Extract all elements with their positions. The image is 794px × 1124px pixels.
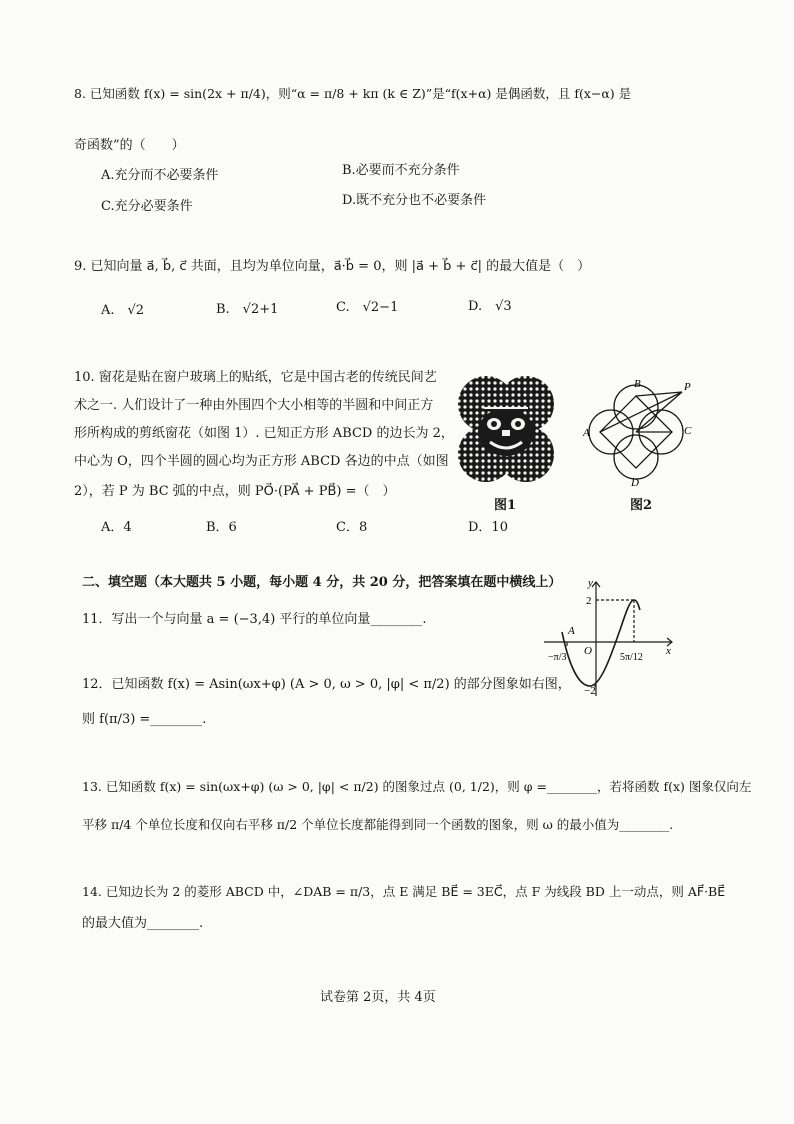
q9-option-c: C. √2−1 xyxy=(336,300,399,315)
q10-option-b: B．6 xyxy=(206,520,237,535)
q8-option-a: A.充分而不必要条件 xyxy=(101,168,219,183)
q9-stem: 9. 已知向量 a⃗, b⃗, c⃗ 共面，且均为单位向量，a⃗·b⃗ = 0，则 |a⃗ + b⃗ + c⃗| 的最大值是（ ） xyxy=(74,259,591,274)
q10-option-d: D．10 xyxy=(468,520,508,535)
figure1-caption: 图1 xyxy=(494,498,517,513)
paper-cut-figure xyxy=(444,374,568,486)
q10-line-3: 形所构成的剪纸窗花（如图 1）. 已知正方形 ABCD 的边长为 2， xyxy=(74,426,454,441)
sine-curve xyxy=(562,600,640,686)
q10-line-4: 中心为 O，四个半圆的圆心均为正方形 ABCD 各边的中点（如图 xyxy=(74,454,449,469)
semicircle-left xyxy=(589,410,633,454)
label-d: D xyxy=(631,477,639,489)
section-fill-in-title: 二、填空题（本大题共 5 小题，每小题 4 分，共 20 分，把答案填在题中横线上） xyxy=(82,575,562,590)
page-footer: 试卷第 2页，共 4页 xyxy=(320,990,436,1005)
label-a: A xyxy=(583,427,590,439)
graph-y-min-label: −2 xyxy=(584,685,596,697)
q13-stem-2: 平移 π/4 个单位长度和仅向右平移 π/2 个单位长度都能得到同一个函数的图象，则 ω 的最小值为________. xyxy=(82,817,674,832)
q8-option-d: D.既不充分也不必要条件 xyxy=(342,193,487,208)
q8-option-c: C.充分必要条件 xyxy=(101,199,193,214)
q10-line-5: 2），若 P 为 BC 弧的中点，则 PO⃗·(PA⃗ + PB⃗) =（ ） xyxy=(74,484,396,499)
q12-stem-2: 则 f(π/3) =________. xyxy=(82,712,207,727)
graph-x-left-label: −π/3 xyxy=(548,652,567,663)
q14-stem: 14. 已知边长为 2 的菱形 ABCD 中，∠DAB = π/3，点 E 满足 BE⃗ = 3EC⃗，点 F 为线段 BD 上一动点，则 AF⃗·BE⃗ xyxy=(82,884,726,899)
q12-stem: 12．已知函数 f(x) = Asin(ωx+φ) (A > 0, ω > 0, |φ| < π/2) 的部分图象如右图， xyxy=(82,677,571,692)
q14-stem-2: 的最大值为________. xyxy=(82,916,204,931)
label-p: P xyxy=(684,381,691,393)
graph-x-label: x xyxy=(666,645,671,657)
q11-stem: 11．写出一个与向量 a = (−3,4) 平行的单位向量________. xyxy=(82,612,427,627)
q10-option-c: C．8 xyxy=(336,520,368,535)
q9-option-a: A. √2 xyxy=(101,303,145,318)
graph-origin-label: O xyxy=(584,645,592,657)
graph-y-label: y xyxy=(588,577,593,589)
q8-stem-line2: 奇函数”的（ ） xyxy=(74,138,185,153)
q9-option-b: B. √2+1 xyxy=(216,302,279,317)
label-b: B xyxy=(634,378,641,390)
label-c: C xyxy=(684,425,692,437)
q10-line-1: 10. 窗花是贴在窗户玻璃上的贴纸，它是中国古老的传统民间艺 xyxy=(74,370,437,385)
geometry-figure xyxy=(574,374,698,490)
semicircle-bottom xyxy=(614,435,658,479)
figure2-caption: 图2 xyxy=(630,498,653,513)
q10-line-2: 术之一. 人们设计了一种由外围四个大小相等的半圆和中间正方 xyxy=(74,398,434,413)
q9-option-d: D. √3 xyxy=(468,299,512,314)
graph-point-a-label: A xyxy=(568,625,575,637)
q8-stem-line1: 8. 已知函数 f(x) = sin(2x + π/4)，则“α = π/8 + kπ (k ∈ Z)”是“f(x+α) 是偶函数，且 f(x−α) 是 xyxy=(74,86,632,101)
graph-y-max-label: 2 xyxy=(586,595,592,607)
q13-stem: 13. 已知函数 f(x) = sin(ωx+φ) (ω > 0, |φ| < π/2) 的图象过点 (0, 1/2)，则 φ =________，若将函数 f(x) 图象仅向左 xyxy=(82,779,752,794)
vector-po xyxy=(636,392,682,432)
paper-cut-face xyxy=(478,408,534,456)
graph-x-right-label: 5π/12 xyxy=(620,652,643,663)
q8-option-b: B.必要而不充分条件 xyxy=(342,163,460,178)
q10-option-a: A．4 xyxy=(101,520,132,535)
